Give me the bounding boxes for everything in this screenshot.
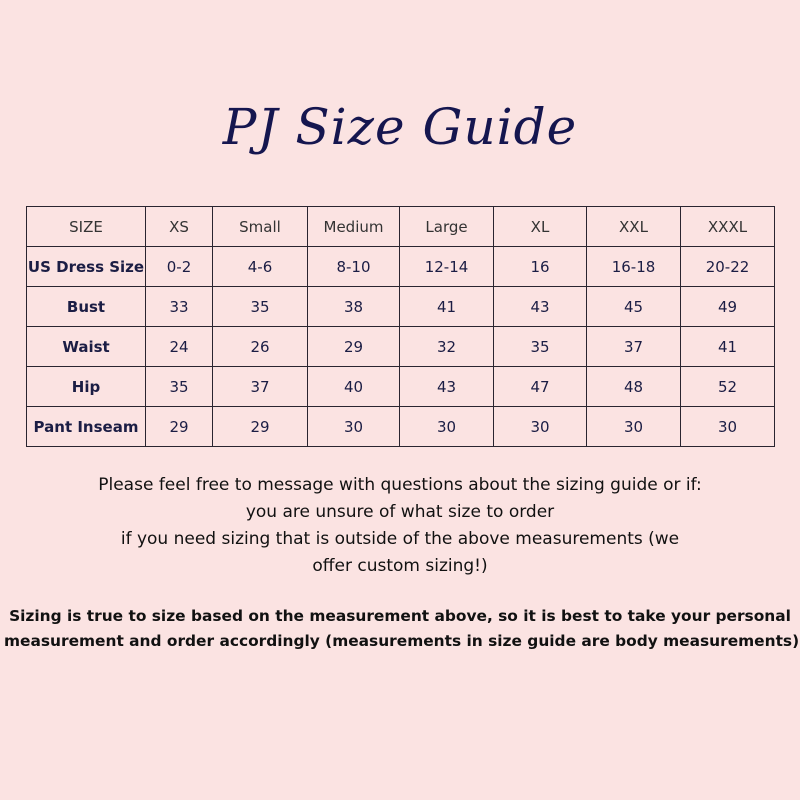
table-cell: 49: [681, 287, 775, 327]
table-cell: 43: [494, 287, 587, 327]
table-header-row: [27, 207, 775, 247]
column-header: Large: [400, 207, 494, 247]
table-row: [27, 407, 775, 447]
table-cell: 45: [587, 287, 681, 327]
table-row: [27, 367, 775, 407]
table-cell: 35: [494, 327, 587, 367]
table-cell: 24: [146, 327, 213, 367]
table-cell: 26: [213, 327, 308, 367]
column-header: Small: [213, 207, 308, 247]
table-cell: 20-22: [681, 247, 775, 287]
table-cell: 4-6: [213, 247, 308, 287]
disclaimer-line: Sizing is true to size based on the measurement above, so it is best to take your personal: [9, 607, 791, 625]
table-cell: 37: [213, 367, 308, 407]
column-header: SIZE: [27, 207, 146, 247]
table-cell: 43: [400, 367, 494, 407]
size-chart-table: [26, 206, 775, 447]
column-header: Medium: [308, 207, 400, 247]
table-cell: 33: [146, 287, 213, 327]
table-cell: 30: [400, 407, 494, 447]
table-cell: 29: [213, 407, 308, 447]
sizing-disclaimer: [4, 604, 800, 654]
table-cell: 8-10: [308, 247, 400, 287]
row-label: Bust: [27, 287, 146, 327]
contact-note: [40, 472, 760, 580]
table-cell: 29: [308, 327, 400, 367]
table-cell: 52: [681, 367, 775, 407]
table-cell: 30: [308, 407, 400, 447]
table-cell: 35: [213, 287, 308, 327]
row-label: Pant Inseam: [27, 407, 146, 447]
column-header: XS: [146, 207, 213, 247]
table-cell: 32: [400, 327, 494, 367]
table-cell: 30: [681, 407, 775, 447]
table-cell: 0-2: [146, 247, 213, 287]
table-cell: 38: [308, 287, 400, 327]
column-header: XL: [494, 207, 587, 247]
table-row: [27, 327, 775, 367]
table-cell: 37: [587, 327, 681, 367]
table-cell: 29: [146, 407, 213, 447]
note-line: Please feel free to message with questions about the sizing guide or if:: [98, 475, 702, 495]
table-cell: 16: [494, 247, 587, 287]
table-cell: 40: [308, 367, 400, 407]
table-cell: 12-14: [400, 247, 494, 287]
table-cell: 48: [587, 367, 681, 407]
table-cell: 41: [400, 287, 494, 327]
column-header: XXXL: [681, 207, 775, 247]
table-row: [27, 247, 775, 287]
column-header: XXL: [587, 207, 681, 247]
row-label: US Dress Size: [27, 247, 146, 287]
page-title: PJ Size Guide: [222, 98, 578, 156]
note-line: offer custom sizing!): [312, 556, 488, 576]
table-cell: 30: [494, 407, 587, 447]
table-cell: 47: [494, 367, 587, 407]
table-cell: 35: [146, 367, 213, 407]
note-line: if you need sizing that is outside of the above measurements (we: [120, 529, 680, 549]
table-cell: 41: [681, 327, 775, 367]
disclaimer-line: measurement and order accordingly (measurements in size guide are body measurements): [4, 632, 800, 650]
row-label: Hip: [27, 367, 146, 407]
table-row: [27, 287, 775, 327]
note-line: you are unsure of what size to order: [245, 502, 555, 522]
table-cell: 16-18: [587, 247, 681, 287]
row-label: Waist: [27, 327, 146, 367]
table-cell: 30: [587, 407, 681, 447]
